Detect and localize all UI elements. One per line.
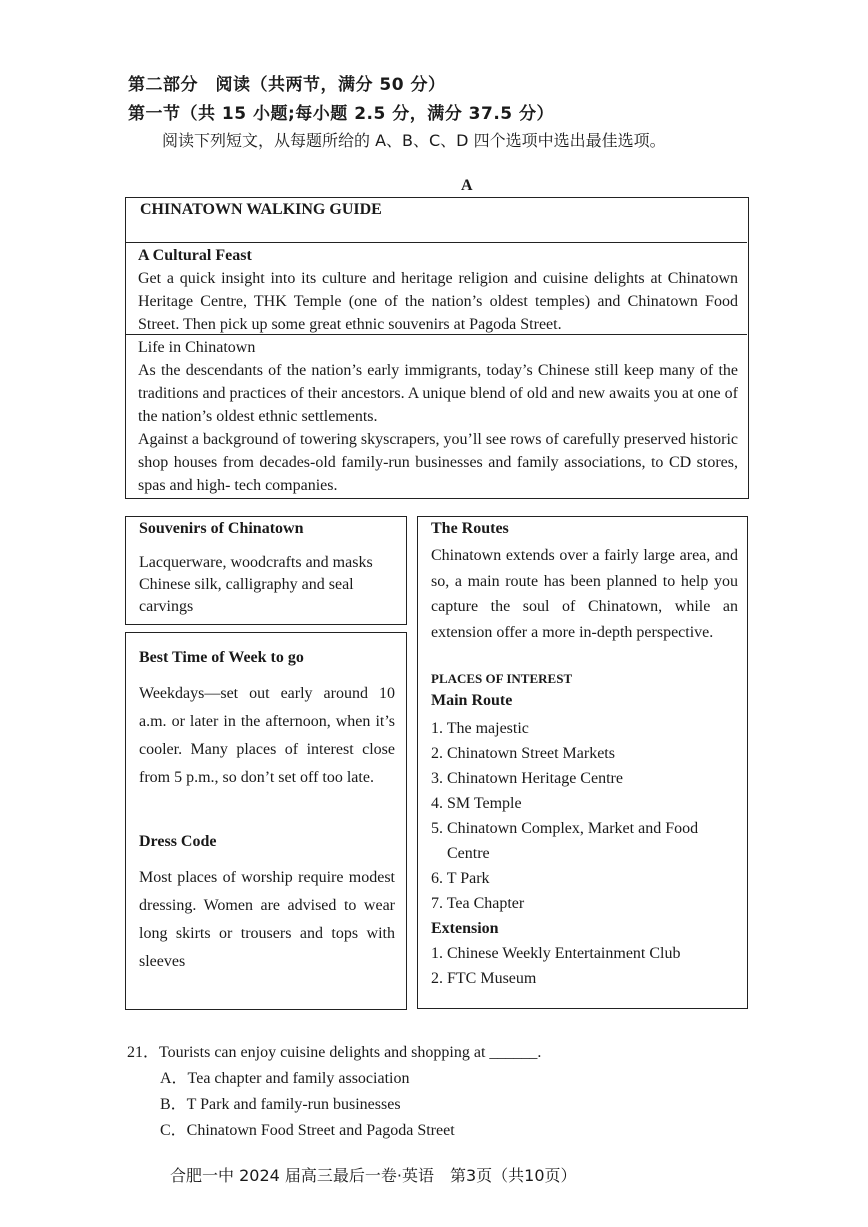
life-text-2: Against a background of towering skyscrapers, you’ll see rows of carefully preserved historic shop houses from decades-old family-run businesses and family associations, to CD stores, spas and high- tech companies.: [138, 431, 738, 494]
extension-item: 1. Chinese Weekly Entertainment Club: [431, 945, 681, 962]
best-time-heading: Best Time of Week to go: [139, 649, 304, 666]
question-stem: 21．Tourists can enjoy cuisine delights and shopping at ______.: [127, 1044, 542, 1061]
dress-code-text: Most places of worship require modest dressing. Women are advised to wear long skirts or trousers and tops with sleeves: [139, 869, 395, 970]
souvenirs-heading: Souvenirs of Chinatown: [139, 520, 304, 537]
option-c: C．Chinatown Food Street and Pagoda Street: [160, 1122, 455, 1139]
part-heading: 第二部分 阅读（共两节，满分 50 分）: [128, 75, 446, 95]
extension-heading: Extension: [431, 920, 499, 937]
main-route-item: 6. T Park: [431, 870, 490, 887]
souvenirs-line-2: Chinese silk, calligraphy and seal carvings: [139, 576, 354, 615]
dress-code-heading: Dress Code: [139, 833, 217, 850]
extension-item: 2. FTC Museum: [431, 970, 537, 987]
guide-title: CHINATOWN WALKING GUIDE: [140, 201, 382, 218]
life-text-1: As the descendants of the nation’s early immigrants, today’s Chinese still keep many of the traditions and practices of their ancestors. A unique blend of old and new awaits you at one of the nation’s oldest ethnic settlements.: [138, 362, 738, 425]
main-route-list: [431, 716, 741, 991]
feast-text: Get a quick insight into its culture and heritage religion and cuisine delights at Chinatown Heritage Centre, THK Temple (one of the nation’s oldest temples) and Chinatown Food Street. Then pick up some great ethnic souvenirs at Pagoda Street.: [138, 270, 738, 333]
page-footer: 合肥一中 2024 届高三最后一卷·英语 第3页（共10页）: [170, 1166, 577, 1185]
guide-box: [125, 197, 749, 499]
souvenirs-line-1: Lacquerware, woodcrafts and masks: [139, 554, 373, 571]
tips-box: [125, 632, 407, 1010]
main-route-item: 4. SM Temple: [431, 795, 522, 812]
main-route-heading: Main Route: [431, 692, 513, 709]
cultural-feast-section: [138, 245, 738, 336]
souvenirs-list: [139, 552, 401, 618]
souvenirs-box: [125, 516, 407, 625]
divider: [126, 334, 747, 335]
life-section: [138, 337, 738, 497]
places-heading: PLACES OF INTEREST: [431, 671, 573, 686]
option-b: B．T Park and family-run businesses: [160, 1096, 401, 1113]
main-route-item: 7. Tea Chapter: [431, 895, 525, 912]
best-time-text: Weekdays—set out early around 10 a.m. or later in the afternoon, when it’s cooler. Many places of interest close from 5 p.m., so don’t set off too late.: [139, 685, 395, 786]
passage-label: A: [461, 177, 473, 194]
routes-heading: The Routes: [431, 520, 509, 537]
main-route-item: 1. The majestic: [431, 720, 529, 737]
instruction: 阅读下列短文，从每题所给的 A、B、C、D 四个选项中选出最佳选项。: [162, 131, 666, 150]
routes-box: [417, 516, 748, 1009]
option-a: A．Tea chapter and family association: [160, 1070, 410, 1087]
main-route-item: 2. Chinatown Street Markets: [431, 745, 615, 762]
main-route-item: 3. Chinatown Heritage Centre: [431, 770, 623, 787]
life-heading: Life in Chinatown: [138, 339, 256, 356]
divider: [126, 242, 747, 243]
main-route-item: 5. Chinatown Complex, Market and Food Centre: [431, 820, 699, 862]
section-heading: 第一节（共 15 小题;每小题 2.5 分，满分 37.5 分）: [128, 104, 555, 124]
routes-text: Chinatown extends over a fairly large area, and so, a main route has been planned to help you capture the soul of Chinatown, while an extension offer a more in-depth perspective.: [431, 547, 738, 641]
feast-heading: A Cultural Feast: [138, 247, 252, 264]
